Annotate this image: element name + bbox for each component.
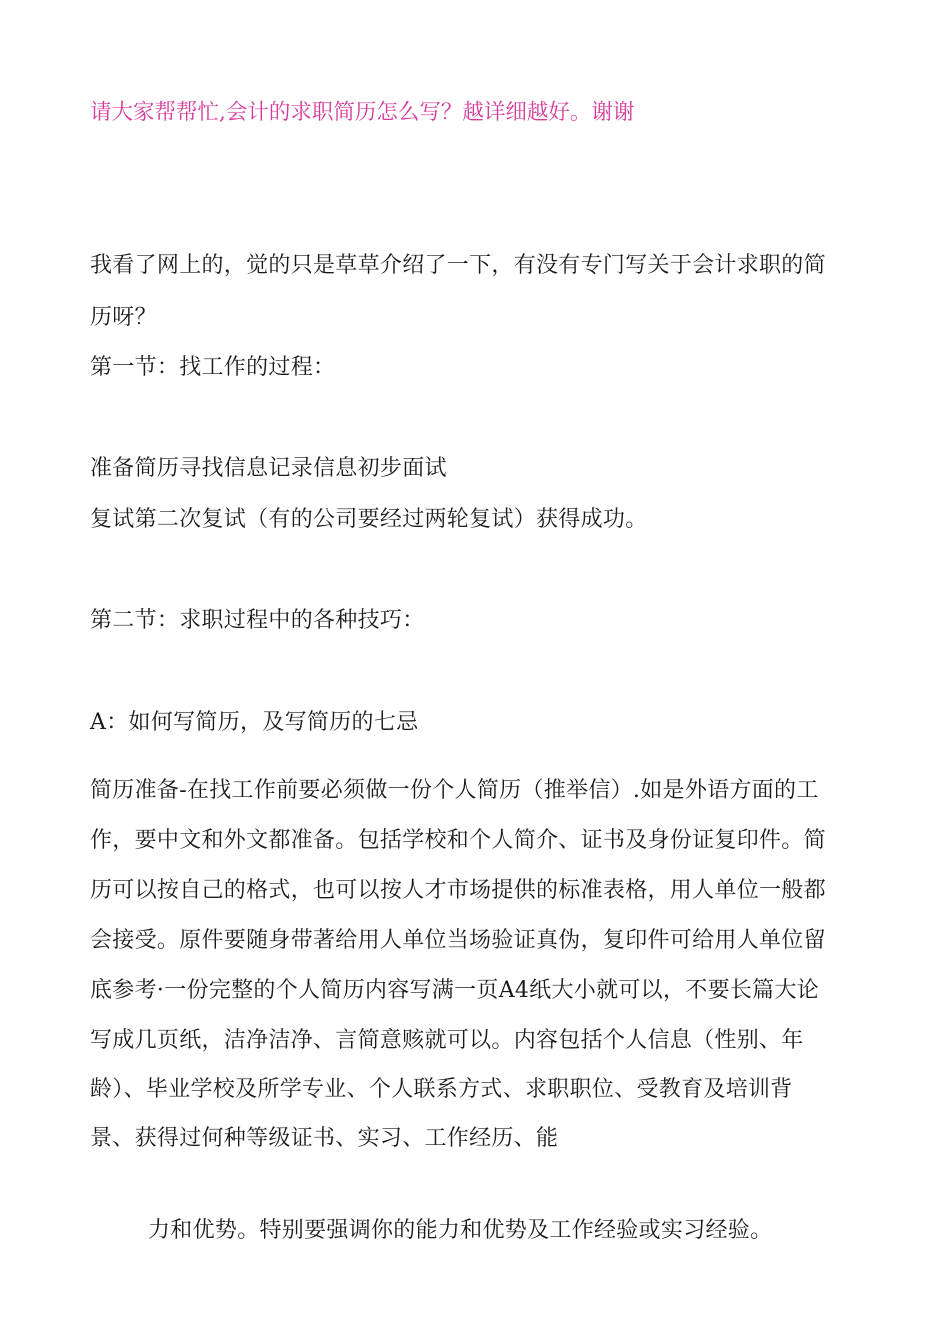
paragraph-line-3: 历可以按自己的格式，也可以按人才市场提供的标准表格，用人单位一般都 [90,878,826,903]
paragraph-line-4: 会接受。原件要随身带著给用人单位当场验证真伪，复印件可给用人单位留 [90,928,826,953]
paragraph-line-5: 底参考·一份完整的个人简历内容写满一页A4纸大小就可以，不要长篇大论 [90,978,820,1003]
paragraph-line-8: 景、获得过何种等级证书、实习、工作经历、能 [90,1126,559,1151]
intro-line-2: 历呀？ [90,305,157,330]
page-title: 请大家帮帮忙,会计的求职简历怎么写？越详细越好。谢谢 [90,100,635,125]
section2-heading: 第二节：求职过程中的各种技巧： [90,608,425,633]
section2-subheading: A：如何写简历，及写简历的七忌 [90,710,419,735]
section1-heading: 第一节：找工作的过程： [90,355,336,380]
paragraph-line-1: 简历准备-在找工作前要必须做一份个人简历（推举信）.如是外语方面的工 [90,778,819,803]
paragraph-continuation: 力和优势。特别要强调你的能力和优势及工作经验或实习经验。 [148,1218,773,1243]
section1-line-1: 准备简历寻找信息记录信息初步面试 [90,456,447,481]
paragraph-line-7: 龄）、毕业学校及所学专业、个人联系方式、求职职位、受教育及培训背 [90,1077,793,1102]
paragraph-line-2: 作，要中文和外文都准备。包括学校和个人简介、证书及身份证复印件。简 [90,828,826,853]
section1-line-2: 复试第二次复试（有的公司要经过两轮复试）获得成功。 [90,507,648,532]
intro-line-1: 我看了网上的，觉的只是草草介绍了一下，有没有专门写关于会计求职的简 [90,253,826,278]
paragraph-line-6: 写成几页纸，洁净洁净、言简意赅就可以。内容包括个人信息（性别、年 [90,1028,804,1053]
